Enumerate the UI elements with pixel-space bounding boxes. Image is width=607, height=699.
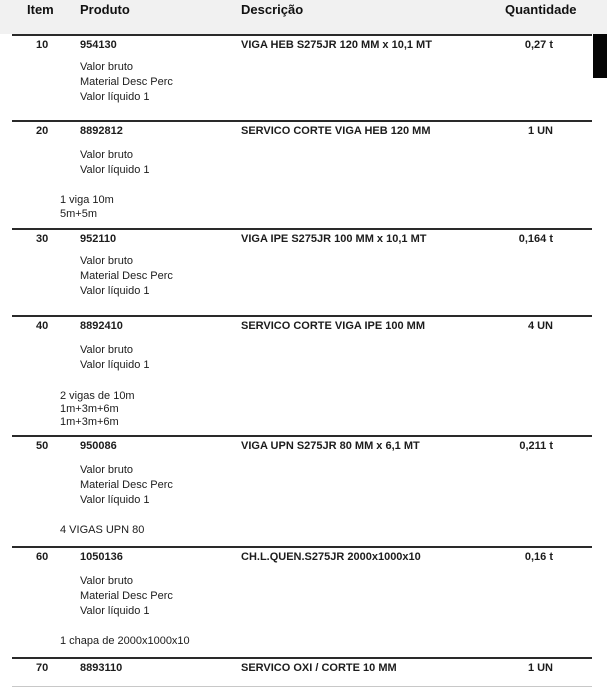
row-detail: Valor líquido 1 xyxy=(80,359,150,371)
header-quantidade: Quantidade xyxy=(505,2,577,17)
row-description: SERVICO OXI / CORTE 10 MM xyxy=(241,662,397,674)
row-product-code: 954130 xyxy=(80,39,117,51)
row-note: 2 vigas de 10m xyxy=(60,390,135,402)
row-detail: Valor líquido 1 xyxy=(80,285,150,297)
row-detail: Valor bruto xyxy=(80,575,133,587)
row-product-code: 8892410 xyxy=(80,320,123,332)
row-divider xyxy=(12,228,592,230)
row-item-number: 70 xyxy=(36,662,49,674)
row-detail: Valor líquido 1 xyxy=(80,494,150,506)
row-item-number: 50 xyxy=(36,440,49,452)
header-item: Item xyxy=(27,2,54,17)
row-description: SERVICO CORTE VIGA IPE 100 MM xyxy=(241,320,425,332)
row-product-code: 1050136 xyxy=(80,551,123,563)
header-descricao: Descrição xyxy=(241,2,304,17)
row-detail: Valor líquido 1 xyxy=(80,164,150,176)
row-item-number: 30 xyxy=(36,233,49,245)
row-divider xyxy=(12,120,592,122)
row-quantity: 0,16 t xyxy=(524,551,553,563)
row-divider xyxy=(12,435,592,437)
row-quantity: 1 UN xyxy=(527,125,553,137)
row-note: 1 chapa de 2000x1000x10 xyxy=(60,635,190,647)
row-description: VIGA UPN S275JR 80 MM x 6,1 MT xyxy=(241,440,420,452)
row-detail: Valor bruto xyxy=(80,255,133,267)
table-header xyxy=(0,0,607,34)
row-product-code: 952110 xyxy=(80,233,117,245)
row-quantity: 1 UN xyxy=(527,662,553,674)
header-produto: Produto xyxy=(80,2,130,17)
row-description: VIGA IPE S275JR 100 MM x 10,1 MT xyxy=(241,233,427,245)
row-description: VIGA HEB S275JR 120 MM x 10,1 MT xyxy=(241,39,432,51)
row-note: 4 VIGAS UPN 80 xyxy=(60,524,145,536)
row-detail: Valor bruto xyxy=(80,61,133,73)
row-product-code: 950086 xyxy=(80,440,117,452)
row-divider xyxy=(12,657,592,659)
row-divider xyxy=(12,546,592,548)
row-item-number: 10 xyxy=(36,39,49,51)
row-item-number: 20 xyxy=(36,125,49,137)
row-note: 1 viga 10m xyxy=(60,194,114,206)
row-product-code: 8892812 xyxy=(80,125,123,137)
row-quantity: 0,211 t xyxy=(519,440,553,452)
row-note: 1m+3m+6m xyxy=(60,403,119,415)
row-item-number: 60 xyxy=(36,551,49,563)
row-detail: Valor líquido 1 xyxy=(80,91,150,103)
row-detail: Valor bruto xyxy=(80,149,133,161)
row-detail: Valor bruto xyxy=(80,344,133,356)
row-note: 1m+3m+6m xyxy=(60,416,119,428)
row-product-code: 8893110 xyxy=(80,662,123,674)
row-detail: Material Desc Perc xyxy=(80,590,173,602)
row-quantity: 0,27 t xyxy=(524,39,553,51)
row-divider xyxy=(12,34,592,36)
row-divider xyxy=(12,686,592,687)
row-detail: Material Desc Perc xyxy=(80,270,173,282)
row-quantity: 0,164 t xyxy=(518,233,553,245)
row-detail: Material Desc Perc xyxy=(80,479,173,491)
row-detail: Material Desc Perc xyxy=(80,76,173,88)
row-detail: Valor líquido 1 xyxy=(80,605,150,617)
edge-bar xyxy=(593,34,607,78)
row-quantity: 4 UN xyxy=(527,320,553,332)
row-description: SERVICO CORTE VIGA HEB 120 MM xyxy=(241,125,431,137)
row-item-number: 40 xyxy=(36,320,49,332)
row-detail: Valor bruto xyxy=(80,464,133,476)
row-divider xyxy=(12,315,592,317)
row-note: 5m+5m xyxy=(60,208,97,220)
row-description: CH.L.QUEN.S275JR 2000x1000x10 xyxy=(241,551,421,563)
